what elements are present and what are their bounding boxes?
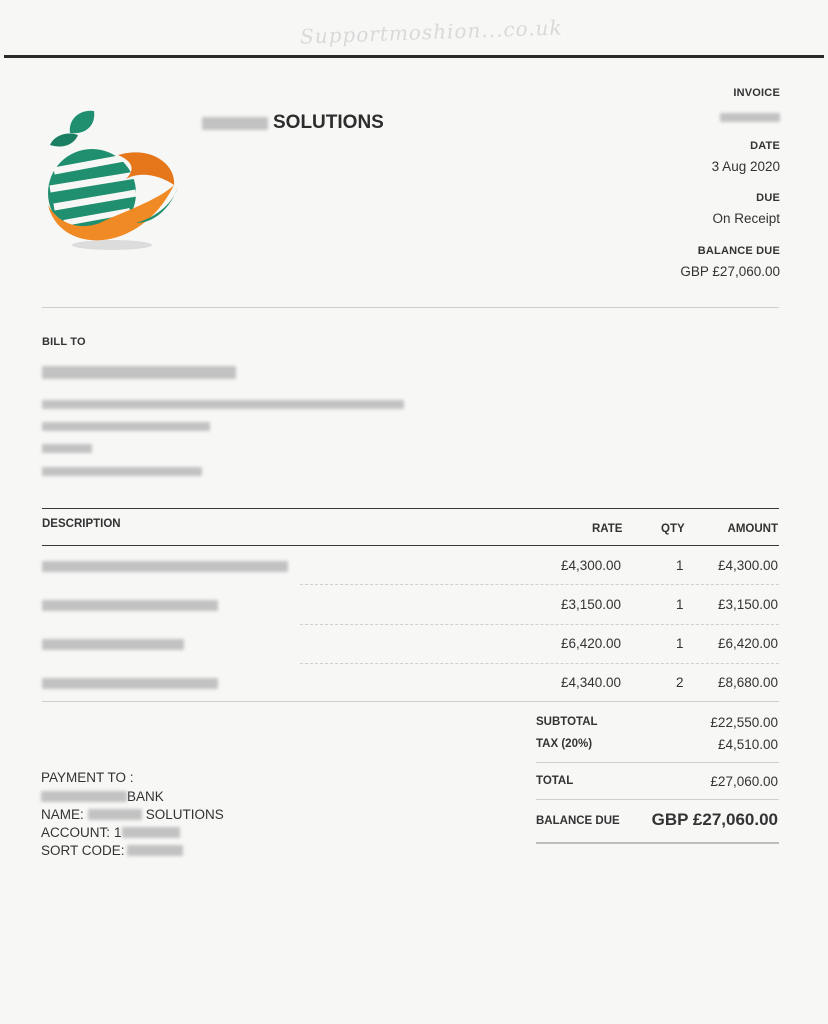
due-label: DUE — [756, 192, 780, 204]
payment-title: PAYMENT TO : — [41, 770, 134, 785]
row-qty: 1 — [676, 558, 684, 573]
row-amount: £4,300.00 — [717, 558, 778, 573]
invoice-number — [720, 110, 780, 125]
table-bottom-rule — [42, 701, 779, 702]
row-amount: £6,420.00 — [717, 636, 778, 651]
redacted-company-prefix — [202, 117, 268, 130]
amount-header: AMOUNT — [727, 523, 778, 535]
row-qty: 2 — [676, 675, 684, 690]
bill-to-address-2 — [42, 418, 210, 436]
row-amount: £3,150.00 — [717, 597, 778, 612]
tax-value: £4,510.00 — [717, 737, 778, 752]
row-rate: £4,340.00 — [560, 675, 621, 690]
tax-label: TAX (20%) — [536, 738, 593, 750]
bill-to-address-3 — [42, 440, 92, 458]
row-rate: £4,300.00 — [560, 558, 621, 573]
bill-to-label: BILL TO — [42, 336, 86, 348]
row-divider — [300, 624, 779, 625]
row-qty: 1 — [676, 597, 684, 612]
final-balance-label: BALANCE DUE — [536, 815, 620, 827]
invoice-label: INVOICE — [733, 87, 780, 99]
company-name-suffix: SOLUTIONS — [273, 112, 384, 133]
rate-header: RATE — [592, 523, 623, 535]
company-logo — [40, 105, 182, 255]
row-description — [42, 598, 218, 616]
subtotal-label: SUBTOTAL — [536, 716, 598, 728]
table-header-rule — [42, 545, 779, 546]
row-divider — [300, 584, 779, 585]
qty-header: QTY — [661, 523, 685, 535]
handwritten-note: Supportmoshion...co.uk — [299, 15, 563, 49]
bill-to-address-1 — [42, 396, 404, 414]
date-label: DATE — [750, 140, 780, 152]
totals-divider — [536, 799, 779, 800]
payment-account: ACCOUNT: 1 — [41, 825, 180, 840]
subtotal-value: £22,550.00 — [710, 715, 778, 730]
row-rate: £3,150.00 — [560, 597, 621, 612]
payment-bank: BANK — [41, 789, 164, 804]
row-rate: £6,420.00 — [560, 636, 621, 651]
table-top-rule — [42, 508, 779, 509]
date-value: 3 Aug 2020 — [711, 159, 780, 174]
payment-name: NAME: SOLUTIONS — [41, 807, 224, 822]
row-description — [42, 559, 288, 577]
balance-due-label: BALANCE DUE — [697, 245, 780, 257]
totals-divider — [536, 762, 779, 763]
balance-due-value: GBP £27,060.00 — [680, 264, 780, 279]
totals-bottom-rule — [536, 842, 779, 844]
header-divider — [42, 307, 779, 308]
row-description — [42, 637, 184, 655]
row-qty: 1 — [676, 636, 684, 651]
bill-to-name — [42, 366, 236, 384]
row-divider — [300, 663, 779, 664]
bill-to-email — [42, 463, 202, 481]
top-rule — [4, 55, 824, 58]
total-label: TOTAL — [536, 775, 574, 787]
final-balance-value: GBP £27,060.00 — [651, 810, 778, 829]
row-amount: £8,680.00 — [717, 675, 778, 690]
description-header: DESCRIPTION — [42, 518, 121, 530]
company-name — [202, 112, 384, 134]
payment-sort-code: SORT CODE: — [41, 843, 183, 858]
due-value: On Receipt — [712, 211, 780, 226]
row-description — [42, 676, 218, 694]
total-value: £27,060.00 — [710, 774, 778, 789]
